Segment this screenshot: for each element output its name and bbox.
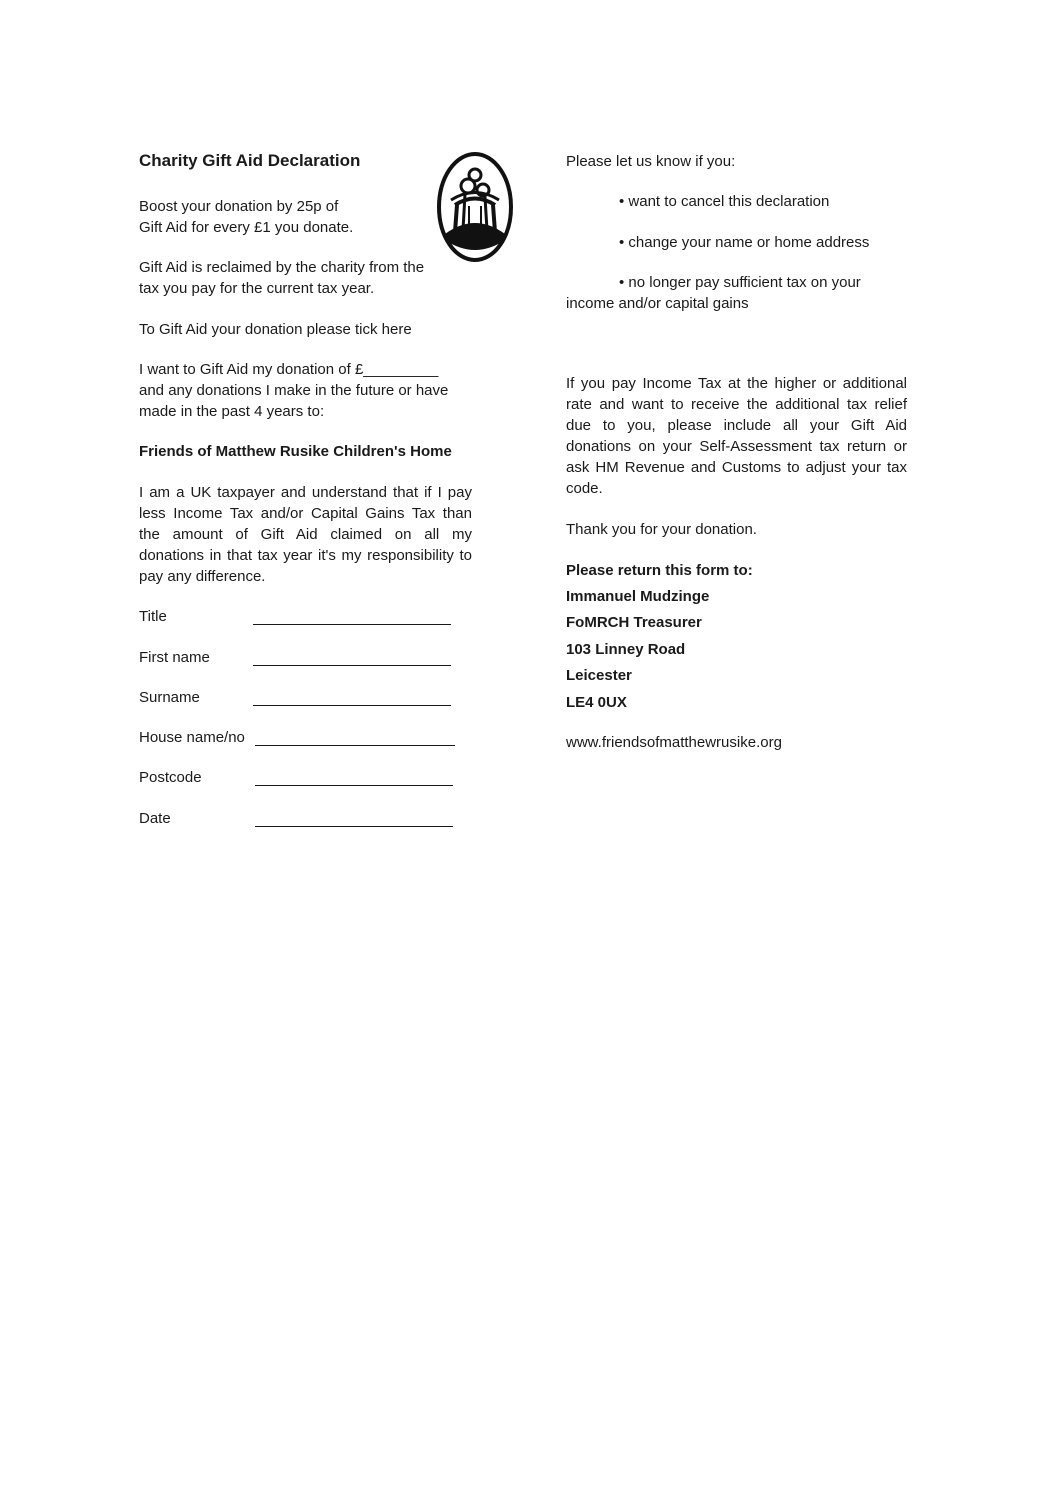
bullet-cancel: • want to cancel this declaration (619, 193, 830, 210)
surname-field[interactable] (253, 705, 451, 706)
website-link[interactable]: www.friendsofmatthewrusike.org (566, 734, 782, 751)
charity-logo-icon (435, 150, 515, 264)
address-name: Immanuel Mudzinge (566, 588, 710, 605)
higher-rate-notice: If you pay Income Tax at the higher or additional rate and want to receive the additional tax relief due to you, please include all your Gift Aid donations on your Self-Assessment tax return or ask HM Revenue and Customs to adjust your tax code. (566, 375, 907, 497)
tick-instruction: To Gift Aid your donation please tick here (139, 321, 412, 338)
first-name-label: First name (139, 649, 210, 666)
donation-line-2: and any donations I make in the future or have (139, 382, 449, 399)
donation-line-3: made in the past 4 years to: (139, 403, 325, 420)
postcode-field[interactable] (255, 785, 453, 786)
house-name-label: House name/no (139, 729, 245, 746)
notice-intro: Please let us know if you: (566, 153, 736, 170)
address-city: Leicester (566, 667, 632, 684)
taxpayer-statement: I am a UK taxpayer and understand that if I pay less Income Tax and/or Capital Gains Tax than the amount of Gift Aid claimed on all my donations in that tax year it's my responsibility to pay any difference. (139, 484, 472, 585)
house-name-field[interactable] (255, 745, 455, 746)
boost-line-2: Gift Aid for every £1 you donate. (139, 219, 354, 236)
thank-you-text: Thank you for your donation. (566, 521, 757, 538)
first-name-field[interactable] (253, 665, 451, 666)
reclaim-line-2: tax you pay for the current tax year. (139, 280, 375, 297)
address-postcode: LE4 0UX (566, 694, 627, 711)
return-heading: Please return this form to: (566, 562, 753, 579)
bullet-insufficient-tax-cont: income and/or capital gains (566, 295, 749, 312)
title-label: Title (139, 608, 167, 625)
bullet-change-details: • change your name or home address (619, 234, 870, 251)
bullet-insufficient-tax: • no longer pay sufficient tax on your (619, 274, 861, 291)
date-label: Date (139, 810, 171, 827)
address-street: 103 Linney Road (566, 641, 686, 658)
boost-line-1: Boost your donation by 25p of (139, 198, 339, 215)
donation-amount-line: I want to Gift Aid my donation of £_________ (139, 361, 439, 378)
title-field[interactable] (253, 624, 451, 625)
page-title: Charity Gift Aid Declaration (139, 151, 361, 170)
reclaim-line-1: Gift Aid is reclaimed by the charity from the (139, 259, 425, 276)
address-role: FoMRCH Treasurer (566, 614, 702, 631)
date-field[interactable] (255, 826, 453, 827)
charity-name: Friends of Matthew Rusike Children's Home (139, 443, 452, 460)
postcode-label: Postcode (139, 769, 202, 786)
surname-label: Surname (139, 689, 200, 706)
